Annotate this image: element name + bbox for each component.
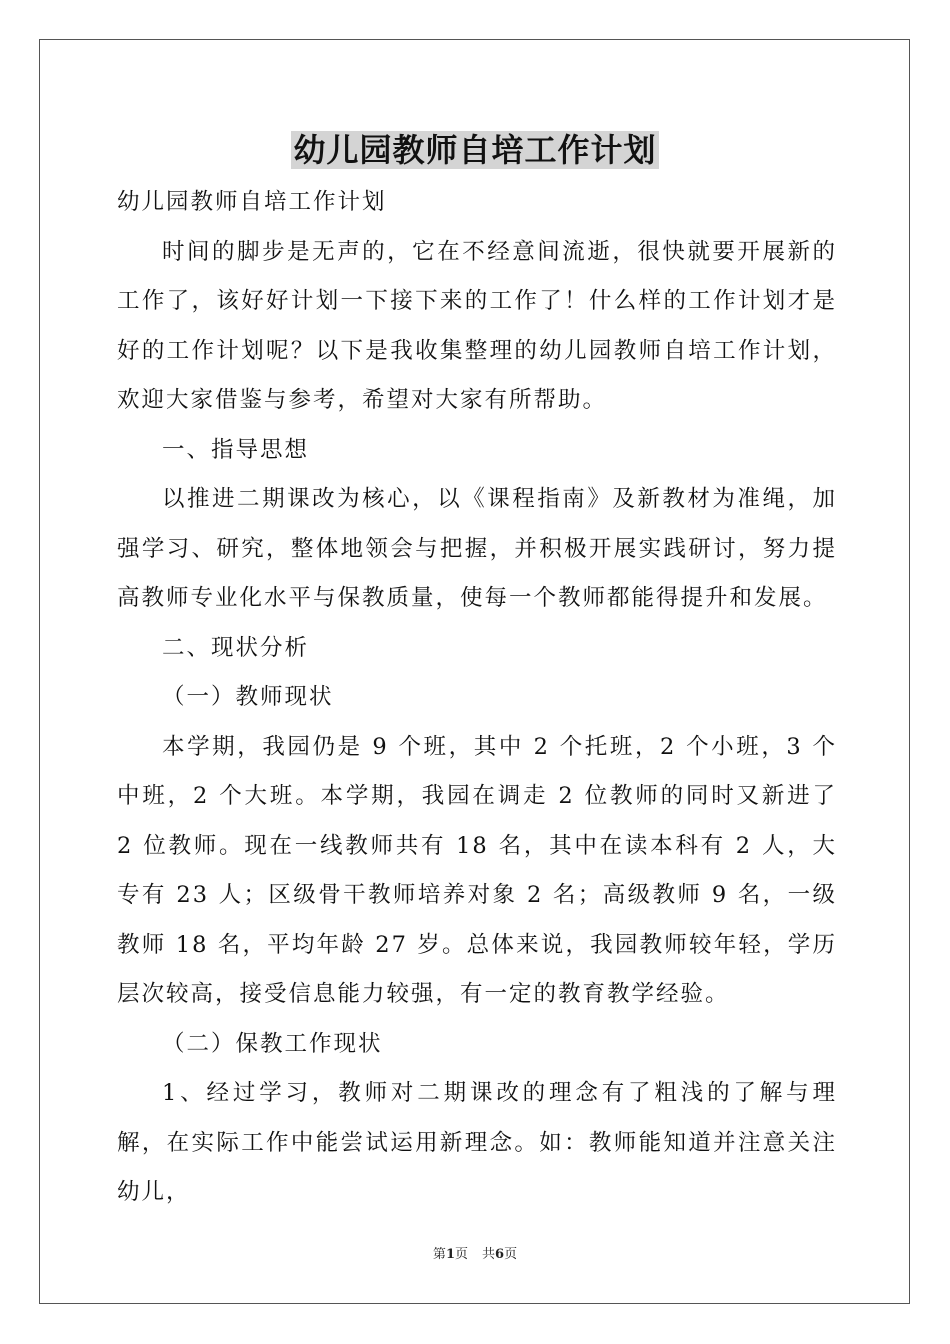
section-heading-status-analysis: 二、现状分析 [162, 634, 310, 661]
subsection-heading-care-education-status: （二）保教工作现状 [162, 1030, 383, 1057]
page-footer [0, 1245, 950, 1265]
footer-page-number: 1 [445, 1247, 455, 1262]
teacher-status-paragraph: 本学期，我园仍是 9 个班，其中 2 个托班，2 个小班，3 个中班，2 个大班。本学期，我园在调走 2 位教师的同时又新进了 2 位教师。现在一线教师共有 18 名，其中在读本科有 2 人，大专有 23 人；区级骨干教师培养对象 2 名；高级教师 9 名，一级教师 18 名，平均年龄 27 岁。总体来说，我园教师较年轻，学历层次较高，接受信息能力较强，有一定的教育教学经验。 [117, 733, 837, 1007]
document-body [117, 178, 837, 1218]
footer-total-prefix: 共 [482, 1247, 496, 1262]
footer-page-prefix: 第 [432, 1247, 446, 1262]
footer-total-pages: 6 [495, 1247, 505, 1262]
care-education-paragraph: 1、经过学习，教师对二期课改的理念有了粗浅的了解与理解，在实际工作中能尝试运用新理念。如：教师能知道并注意关注幼儿， [117, 1080, 837, 1205]
document-title-text: 幼儿园教师自培工作计划 [293, 131, 657, 169]
footer-page-suffix: 页 [454, 1247, 468, 1262]
section-heading-guiding-ideology: 一、指导思想 [162, 436, 310, 463]
document-subtitle: 幼儿园教师自培工作计划 [117, 189, 387, 215]
footer-total-suffix: 页 [504, 1247, 518, 1262]
subsection-heading-teacher-status: （一）教师现状 [162, 684, 334, 710]
guiding-ideology-paragraph: 以推进二期课改为核心，以《课程指南》及新教材为准绳，加强学习、研究，整体地领会与把握，并积极开展实践研讨，努力提高教师专业化水平与保教质量，使每一个教师都能得提升和发展。 [117, 486, 837, 611]
document-title [0, 124, 950, 176]
intro-paragraph: 时间的脚步是无声的，它在不经意间流逝，很快就要开展新的工作了，该好好计划一下接下来的工作了！什么样的工作计划才是好的工作计划呢？以下是我收集整理的幼儿园教师自培工作计划，欢迎大家借鉴与参考，希望对大家有所帮助。 [117, 238, 837, 413]
